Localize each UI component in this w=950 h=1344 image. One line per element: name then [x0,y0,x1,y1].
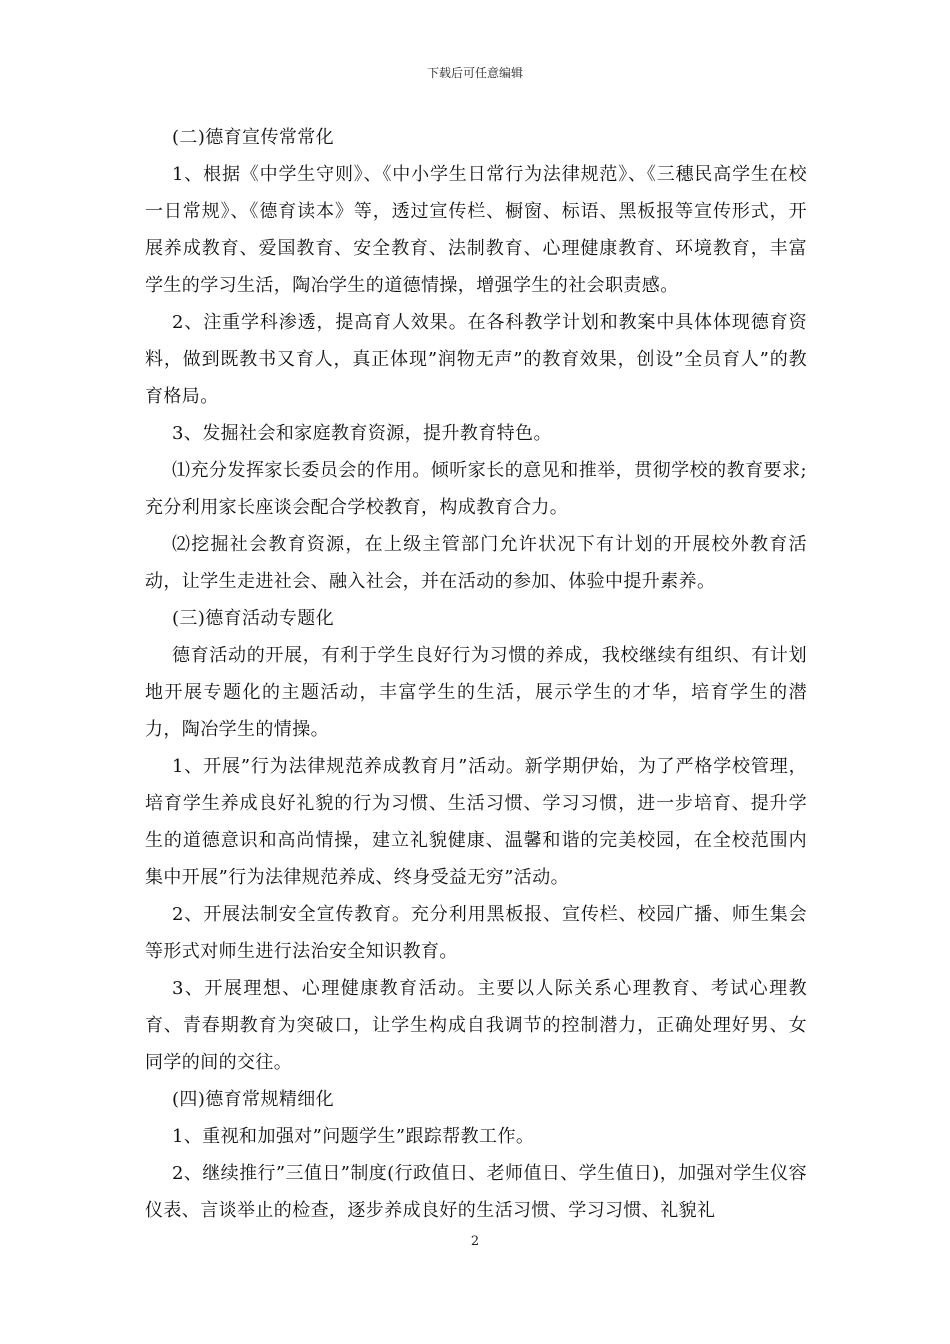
paragraph-three-duty-system: 2、继续推行”三值日”制度(行政值日、老师值日、学生值日)，加强对学生仪容仪表、言谈举止的检查，逐步养成良好的生活习惯、学习习惯、礼貌礼 [145,1163,807,1221]
paragraph-parent-committee: ⑴充分发挥家长委员会的作用。倾听家长的意见和推举，贯彻学校的教育要求;充分利用家长座谈会配合学校教育，构成教育合力。 [145,460,807,518]
page-header: 下载后可任意编辑 [426,66,523,80]
paragraph-publicity-forms: 1、根据《中学生守则》、《中小学生日常行为法律规范》、《三穗民高学生在校一日常规》、《德育读本》等，透过宣传栏、橱窗、标语、黑板报等宣传形式，开展养成教育、爱国教育、安全教育、法制教育、心理健康教育、环境教育，丰富学生的学习生活，陶冶学生的道德情操，增强学生的社会职责感。 [145,164,807,296]
paragraph-activities-intro: 德育活动的开展，有利于学生良好行为习惯的养成，我校继续有组织、有计划地开展专题化的主题活动，丰富学生的生活，展示学生的才华，培育学生的潜力，陶冶学生的情操。 [145,645,807,740]
paragraph-mental-health: 3、开展理想、心理健康教育活动。主要以人际关系心理教育、考试心理教育、青春期教育为突破口，让学生构成自我调节的控制潜力，正确处理好男、女同学的间的交往。 [145,978,807,1073]
document-body [145,119,807,1229]
page-number: 2 [470,1234,480,1249]
paragraph-problem-students: 1、重视和加强对”问题学生”跟踪帮教工作。 [172,1126,535,1147]
paragraph-legal-safety: 2、开展法制安全宣传教育。充分利用黑板报、宣传栏、校园广播、师生集会等形式对师生进行法治安全知识教育。 [145,904,807,962]
paragraph-norms-month: 1、开展”行为法律规范养成教育月”活动。新学期伊始，为了严格学校管理，培育学生养成良好礼貌的行为习惯、生活习惯、学习习惯，进一步培育、提升学生的道德意识和高尚情操，建立礼貌健康、温馨和谐的完美校园，在全校范围内集中开展”行为法律规范养成、终身受益无穷”活动。 [145,756,807,888]
section-heading-moral-activities: (三)德育活动专题化 [172,608,335,629]
paragraph-social-family-resources: 3、发掘社会和家庭教育资源，提升教育特色。 [172,423,552,444]
paragraph-social-resources: ⑵挖掘社会教育资源，在上级主管部门允许状况下有计划的开展校外教育活动，让学生走进社会、融入社会，并在活动的参加、体验中提升素养。 [145,534,807,592]
paragraph-subject-integration: 2、注重学科渗透，提高育人效果。在各科教学计划和教案中具体体现德育资料，做到既教书又育人，真正体现”润物无声”的教育效果，创设”全员育人”的教育格局。 [145,312,807,407]
section-heading-moral-routine: (四)德育常规精细化 [172,1089,335,1110]
section-heading-moral-publicity: (二)德育宣传常常化 [172,127,335,148]
